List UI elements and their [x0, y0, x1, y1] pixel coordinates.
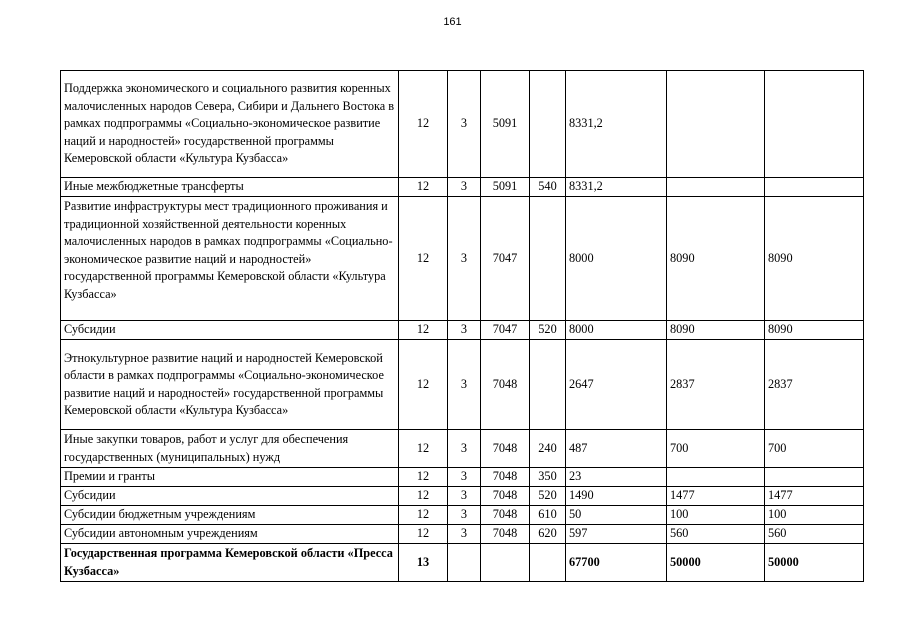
table-row — [61, 544, 864, 582]
cell-expense-type: 610 — [530, 506, 566, 525]
cell-amount-3 — [765, 178, 864, 197]
cell-expense-type — [530, 71, 566, 178]
cell-amount-1: 8331,2 — [566, 178, 667, 197]
cell-section: 12 — [399, 487, 448, 506]
page-number: 161 — [443, 16, 462, 28]
cell-expense-type: 540 — [530, 178, 566, 197]
row-name: Субсидии — [61, 321, 399, 340]
cell-expense-type — [530, 197, 566, 321]
cell-section: 12 — [399, 197, 448, 321]
cell-expense-type — [530, 544, 566, 582]
cell-subsection: 3 — [448, 197, 481, 321]
cell-section: 12 — [399, 430, 448, 468]
cell-target-code: 7047 — [481, 197, 530, 321]
cell-amount-3: 100 — [765, 506, 864, 525]
cell-section: 12 — [399, 468, 448, 487]
cell-section: 12 — [399, 525, 448, 544]
cell-amount-1: 23 — [566, 468, 667, 487]
table-row — [61, 487, 864, 506]
row-name: Государственная программа Кемеровской области «Пресса Кузбасса» — [61, 544, 399, 582]
cell-subsection: 3 — [448, 487, 481, 506]
budget-table — [60, 70, 864, 582]
cell-amount-1: 67700 — [566, 544, 667, 582]
cell-amount-2: 50000 — [667, 544, 765, 582]
cell-section: 12 — [399, 340, 448, 430]
table-row — [61, 525, 864, 544]
cell-amount-1: 8000 — [566, 321, 667, 340]
row-name: Субсидии автономным учреждениям — [61, 525, 399, 544]
cell-section: 12 — [399, 178, 448, 197]
cell-section: 13 — [399, 544, 448, 582]
cell-amount-2 — [667, 468, 765, 487]
cell-section: 12 — [399, 321, 448, 340]
row-name: Развитие инфраструктуры мест традиционного проживания и традиционной хозяйственной деятельности коренных малочисленных народов в рамках подпрограммы «Социально-экономическое развитие наций и народностей» государственной программы Кемеровской области «Культура Кузбасса» — [61, 197, 399, 321]
table-row — [61, 468, 864, 487]
cell-target-code: 5091 — [481, 178, 530, 197]
cell-target-code: 7048 — [481, 525, 530, 544]
cell-target-code: 7048 — [481, 468, 530, 487]
cell-subsection: 3 — [448, 321, 481, 340]
cell-amount-2 — [667, 178, 765, 197]
cell-amount-3: 560 — [765, 525, 864, 544]
row-name: Субсидии — [61, 487, 399, 506]
row-name: Субсидии бюджетным учреждениям — [61, 506, 399, 525]
cell-amount-1: 8331,2 — [566, 71, 667, 178]
cell-target-code: 7047 — [481, 321, 530, 340]
cell-expense-type: 620 — [530, 525, 566, 544]
table-row — [61, 71, 864, 178]
cell-amount-1: 50 — [566, 506, 667, 525]
cell-amount-2: 2837 — [667, 340, 765, 430]
cell-amount-3: 8090 — [765, 321, 864, 340]
cell-subsection: 3 — [448, 468, 481, 487]
cell-target-code: 7048 — [481, 430, 530, 468]
cell-amount-1: 2647 — [566, 340, 667, 430]
row-name: Иные межбюджетные трансферты — [61, 178, 399, 197]
cell-amount-2 — [667, 71, 765, 178]
cell-target-code: 7048 — [481, 506, 530, 525]
cell-amount-3: 50000 — [765, 544, 864, 582]
cell-subsection — [448, 544, 481, 582]
row-name: Иные закупки товаров, работ и услуг для обеспечения государственных (муниципальных) нужд — [61, 430, 399, 468]
cell-subsection: 3 — [448, 340, 481, 430]
table-row — [61, 197, 864, 321]
cell-subsection: 3 — [448, 430, 481, 468]
cell-amount-2: 1477 — [667, 487, 765, 506]
cell-amount-3: 1477 — [765, 487, 864, 506]
cell-amount-3: 700 — [765, 430, 864, 468]
table-row — [61, 321, 864, 340]
cell-target-code — [481, 544, 530, 582]
cell-subsection: 3 — [448, 525, 481, 544]
cell-target-code: 7048 — [481, 340, 530, 430]
cell-amount-3: 8090 — [765, 197, 864, 321]
cell-expense-type: 520 — [530, 487, 566, 506]
row-name: Премии и гранты — [61, 468, 399, 487]
cell-amount-2: 100 — [667, 506, 765, 525]
cell-amount-1: 8000 — [566, 197, 667, 321]
cell-expense-type — [530, 340, 566, 430]
cell-amount-2: 8090 — [667, 197, 765, 321]
cell-amount-2: 700 — [667, 430, 765, 468]
cell-section: 12 — [399, 71, 448, 178]
row-name: Поддержка экономического и социального развития коренных малочисленных народов Севера, Сибири и Дальнего Востока в рамках подпрограммы «Социально-экономическое развитие наций и народностей» государственной программы Кемеровской области «Культура Кузбасса» — [61, 71, 399, 178]
cell-expense-type: 240 — [530, 430, 566, 468]
cell-section: 12 — [399, 506, 448, 525]
cell-amount-3 — [765, 468, 864, 487]
row-name: Этнокультурное развитие наций и народностей Кемеровской области в рамках подпрограммы «Социально-экономическое развитие наций и народностей» государственной программы Кемеровской области «Культура Кузбасса» — [61, 340, 399, 430]
cell-subsection: 3 — [448, 71, 481, 178]
table-row — [61, 340, 864, 430]
cell-target-code: 5091 — [481, 71, 530, 178]
table-row — [61, 506, 864, 525]
cell-amount-3: 2837 — [765, 340, 864, 430]
cell-amount-2: 560 — [667, 525, 765, 544]
cell-subsection: 3 — [448, 178, 481, 197]
cell-amount-1: 1490 — [566, 487, 667, 506]
table-row — [61, 178, 864, 197]
cell-expense-type: 520 — [530, 321, 566, 340]
cell-amount-1: 597 — [566, 525, 667, 544]
cell-amount-2: 8090 — [667, 321, 765, 340]
cell-subsection: 3 — [448, 506, 481, 525]
table-row — [61, 430, 864, 468]
cell-expense-type: 350 — [530, 468, 566, 487]
cell-target-code: 7048 — [481, 487, 530, 506]
cell-amount-3 — [765, 71, 864, 178]
cell-amount-1: 487 — [566, 430, 667, 468]
